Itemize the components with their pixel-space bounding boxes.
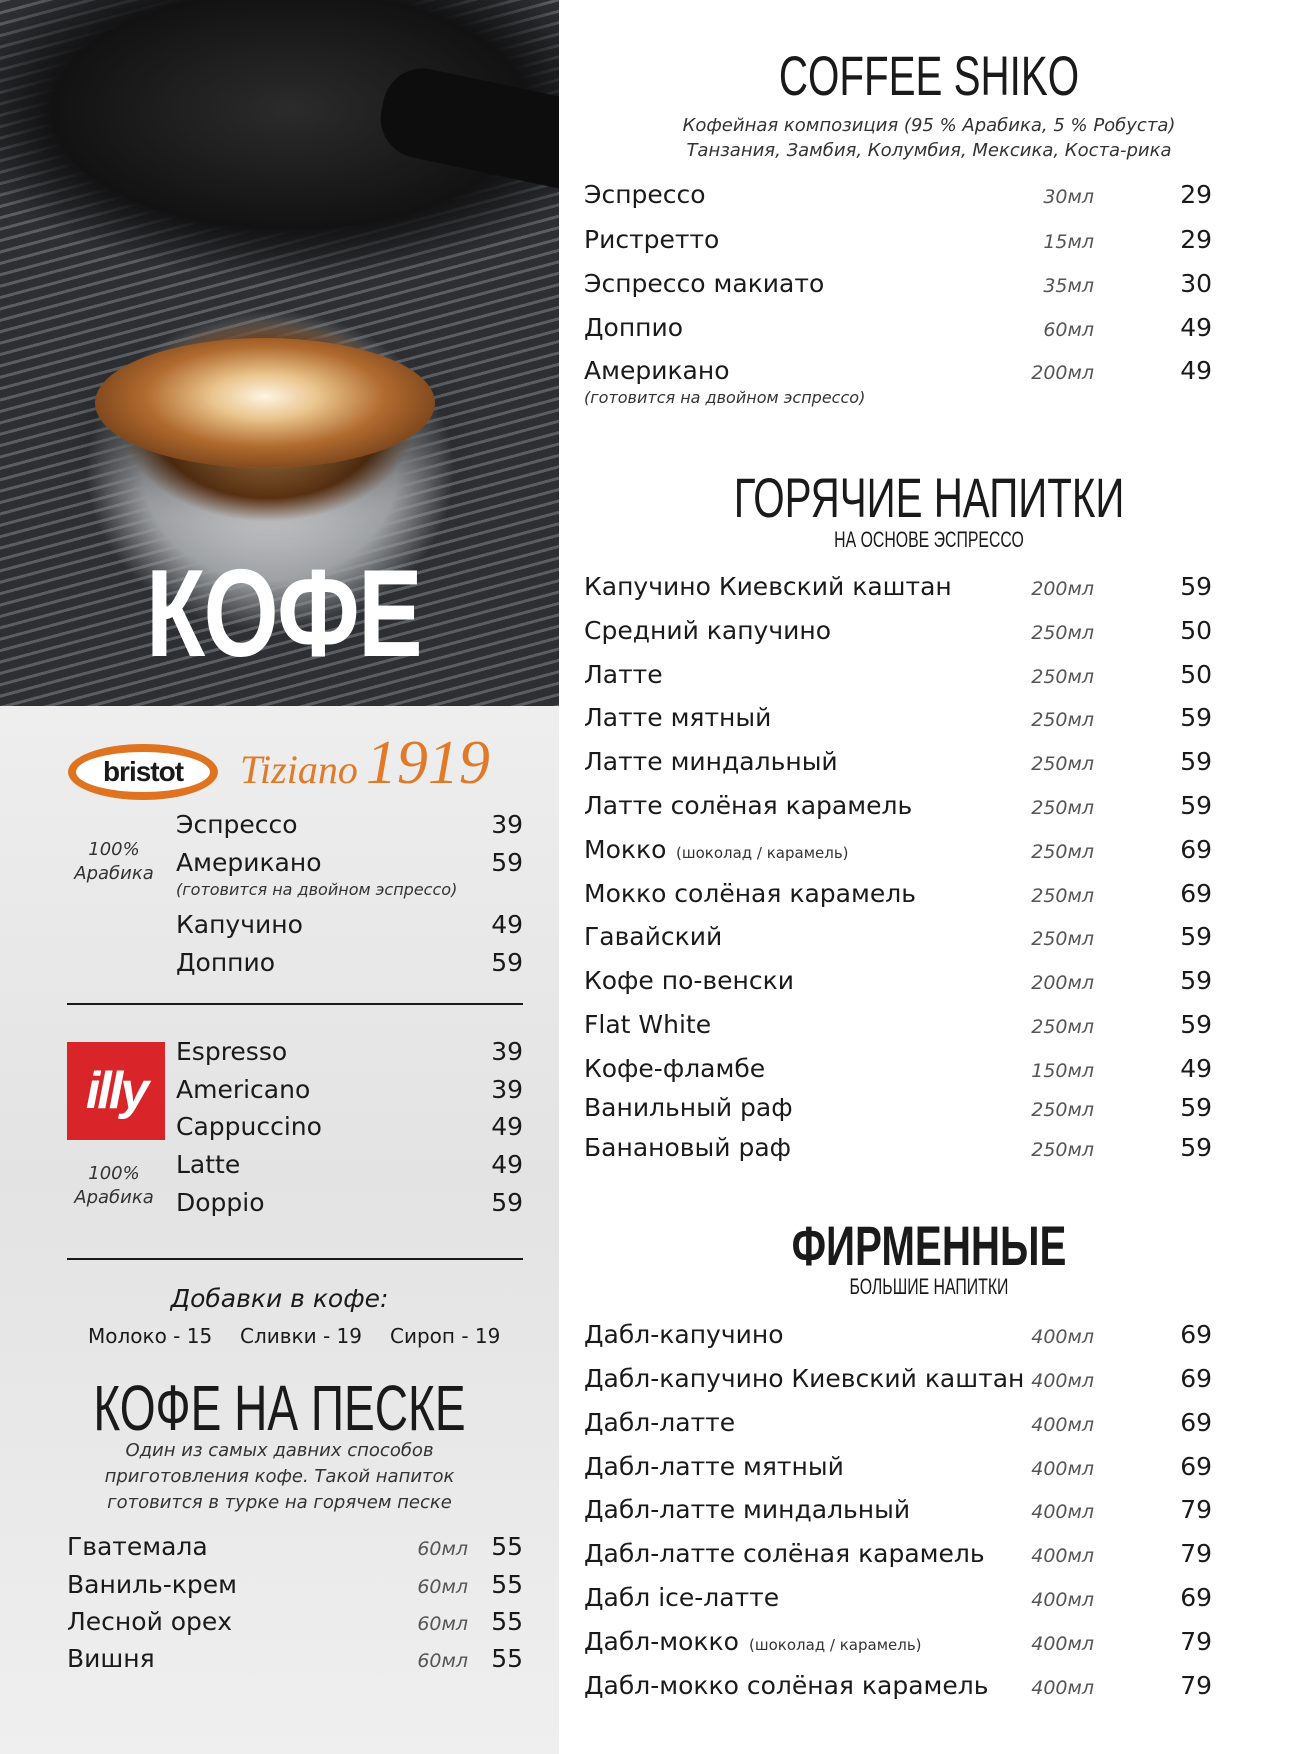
item-price: 59 [1180, 572, 1212, 601]
item-volume: 250мл [1031, 666, 1094, 688]
item-price: 49 [1180, 313, 1212, 342]
divider [67, 1003, 523, 1005]
item-modifier: (шоколад / карамель) [676, 844, 849, 862]
item-price: 59 [1180, 1133, 1212, 1162]
item-price: 49 [491, 910, 523, 939]
item-price: 50 [1180, 616, 1212, 645]
item-price: 50 [1180, 660, 1212, 689]
illy-logo: illy [67, 1042, 165, 1140]
item-price: 59 [491, 948, 523, 977]
item-name: Латте [584, 660, 663, 689]
item-name: Мокко [584, 835, 667, 864]
item-price: 59 [491, 848, 523, 877]
item-volume: 400мл [1031, 1589, 1094, 1611]
item-name: Лесной орех [67, 1607, 233, 1636]
item-volume: 60мл [417, 1576, 468, 1598]
item-modifier: (шоколад / карамель) [749, 1636, 922, 1654]
item-volume: 250мл [1031, 797, 1094, 819]
item-name: Дабл-мокко [584, 1627, 739, 1656]
item-volume: 250мл [1031, 1139, 1094, 1161]
item-price: 39 [491, 1037, 523, 1066]
illy-arabica-note: 100% Арабика [74, 1163, 154, 1208]
item-name: Дабл ice-латте [584, 1583, 780, 1612]
item-volume: 250мл [1031, 928, 1094, 950]
item-name: Дабл-латте солёная карамель [584, 1539, 985, 1568]
item-volume: 35мл [1043, 275, 1094, 297]
sand-coffee-title: КОФЕ НА ПЕСКЕ [93, 1372, 466, 1444]
item-volume: 250мл [1031, 1099, 1094, 1121]
item-name: Латте мятный [584, 703, 772, 732]
signature-title: ФИРМЕННЫЕ [791, 1214, 1067, 1277]
item-name: Flat White [584, 1010, 712, 1039]
signature-subtitle: БОЛЬШИЕ НАПИТКИ [849, 1274, 1009, 1299]
portafilter-handle [373, 61, 559, 199]
item-volume: 250мл [1031, 622, 1094, 644]
item-name: Латте солёная карамель [584, 791, 913, 820]
coffee-shiko-title: COFFEE SHIKO [778, 44, 1080, 107]
item-volume: 250мл [1031, 753, 1094, 775]
item-name: Американо [176, 848, 322, 877]
item-name: Гватемала [67, 1532, 208, 1561]
item-price: 29 [1180, 180, 1212, 209]
item-price: 30 [1180, 269, 1212, 298]
item-name: Средний капучино [584, 616, 831, 645]
right-column [559, 0, 1299, 1754]
item-price: 69 [1180, 1364, 1212, 1393]
item-name: Дабл-мокко солёная карамель [584, 1671, 989, 1700]
item-price: 59 [1180, 791, 1212, 820]
item-price: 55 [491, 1607, 523, 1636]
item-price: 59 [1180, 703, 1212, 732]
item-name: Дабл-латте миндальный [584, 1495, 911, 1524]
tiziano-logo: Tiziano 1919 [240, 729, 490, 797]
item-volume: 250мл [1031, 885, 1094, 907]
item-price: 69 [1180, 1452, 1212, 1481]
divider [67, 1258, 523, 1260]
item-volume: 400мл [1031, 1545, 1094, 1567]
bristot-arabica-note: 100% Арабика [74, 839, 154, 884]
item-name: Мокко солёная карамель [584, 879, 916, 908]
addon-syrup: Сироп - 19 [390, 1324, 501, 1348]
item-price: 49 [491, 1150, 523, 1179]
item-name: Ристретто [584, 225, 720, 254]
item-price: 69 [1180, 1583, 1212, 1612]
item-name: Банановый раф [584, 1133, 792, 1162]
item-volume: 400мл [1031, 1501, 1094, 1523]
item-price: 39 [491, 810, 523, 839]
item-volume: 30мл [1043, 186, 1094, 208]
latte-cup [95, 338, 435, 468]
item-name: Эспрессо [584, 180, 706, 209]
item-price: 69 [1180, 835, 1212, 864]
item-price: 49 [491, 1112, 523, 1141]
addon-milk: Молоко - 15 [88, 1324, 213, 1348]
item-volume: 200мл [1031, 578, 1094, 600]
item-name: Капучино Киевский каштан [584, 572, 952, 601]
item-price: 55 [491, 1532, 523, 1561]
item-name: Дабл-латте [584, 1408, 736, 1437]
item-note: (готовится на двойном эспрессо) [176, 880, 458, 899]
item-volume: 400мл [1031, 1370, 1094, 1392]
item-price: 79 [1180, 1539, 1212, 1568]
item-price: 59 [1180, 922, 1212, 951]
bristot-logo: bristot [68, 744, 218, 800]
hero-title: КОФЕ [146, 545, 422, 683]
item-volume: 60мл [417, 1650, 468, 1672]
item-price: 79 [1180, 1671, 1212, 1700]
item-volume: 200мл [1031, 362, 1094, 384]
item-volume: 250мл [1031, 1016, 1094, 1038]
item-volume: 250мл [1031, 841, 1094, 863]
addon-cream: Сливки - 19 [240, 1324, 362, 1348]
item-price: 79 [1180, 1495, 1212, 1524]
item-price: 79 [1180, 1627, 1212, 1656]
item-price: 55 [491, 1644, 523, 1673]
item-name: Доппио [584, 313, 684, 342]
item-name: Доппио [176, 948, 276, 977]
item-name: Кофе-фламбе [584, 1054, 766, 1083]
item-price: 49 [1180, 1054, 1212, 1083]
item-price: 59 [1180, 1093, 1212, 1122]
coffee-shiko-description: Кофейная композиция (95 % Арабика, 5 % Робуста) Танзания, Замбия, Колумбия, Мексика, Коста-рика [682, 115, 1176, 161]
item-name: Вишня [67, 1644, 155, 1673]
item-name: Дабл-капучино Киевский каштан [584, 1364, 1025, 1393]
hot-drinks-title: ГОРЯЧИЕ НАПИТКИ [733, 466, 1125, 529]
item-name: Капучино [176, 910, 303, 939]
item-volume: 150мл [1031, 1060, 1094, 1082]
item-name: Гавайский [584, 922, 723, 951]
item-price: 69 [1180, 1408, 1212, 1437]
item-volume: 60мл [417, 1538, 468, 1560]
item-volume: 60мл [1043, 319, 1094, 341]
item-price: 69 [1180, 1320, 1212, 1349]
item-price: 59 [1180, 1010, 1212, 1039]
item-name: Ваниль-крем [67, 1570, 238, 1599]
item-name: Дабл-латте мятный [584, 1452, 844, 1481]
item-name: Латте миндальный [584, 747, 838, 776]
item-volume: 15мл [1043, 231, 1094, 253]
item-name: Latte [176, 1150, 241, 1179]
item-volume: 400мл [1031, 1414, 1094, 1436]
item-volume: 400мл [1031, 1633, 1094, 1655]
item-name: Эспрессо [176, 810, 298, 839]
item-price: 29 [1180, 225, 1212, 254]
item-volume: 60мл [417, 1613, 468, 1635]
item-price: 59 [1180, 747, 1212, 776]
item-volume: 400мл [1031, 1326, 1094, 1348]
sand-coffee-description: Один из самых давних способов приготовления кофе. Такой напиток готовится в турке на горячем песке [104, 1440, 455, 1513]
left-column [0, 0, 559, 1754]
item-price: 49 [1180, 356, 1212, 385]
item-name: Americano [176, 1075, 311, 1104]
item-volume: 250мл [1031, 709, 1094, 731]
item-price: 39 [491, 1075, 523, 1104]
item-name: Espresso [176, 1037, 288, 1066]
item-name: Американо [584, 356, 730, 385]
item-name: Дабл-капучино [584, 1320, 784, 1349]
item-volume: 400мл [1031, 1677, 1094, 1699]
item-note: (готовится на двойном эспрессо) [584, 388, 866, 407]
hot-drinks-subtitle: НА ОСНОВЕ ЭСПРЕССО [834, 527, 1024, 552]
item-name: Эспрессо макиато [584, 269, 825, 298]
item-name: Ванильный раф [584, 1093, 793, 1122]
item-price: 59 [491, 1188, 523, 1217]
item-price: 69 [1180, 879, 1212, 908]
item-name: Кофе по-венски [584, 966, 794, 995]
item-volume: 200мл [1031, 972, 1094, 994]
item-volume: 400мл [1031, 1458, 1094, 1480]
addons-title: Добавки в кофе: [170, 1284, 389, 1313]
item-name: Doppio [176, 1188, 265, 1217]
item-price: 59 [1180, 966, 1212, 995]
item-name: Cappuccino [176, 1112, 322, 1141]
item-price: 55 [491, 1570, 523, 1599]
